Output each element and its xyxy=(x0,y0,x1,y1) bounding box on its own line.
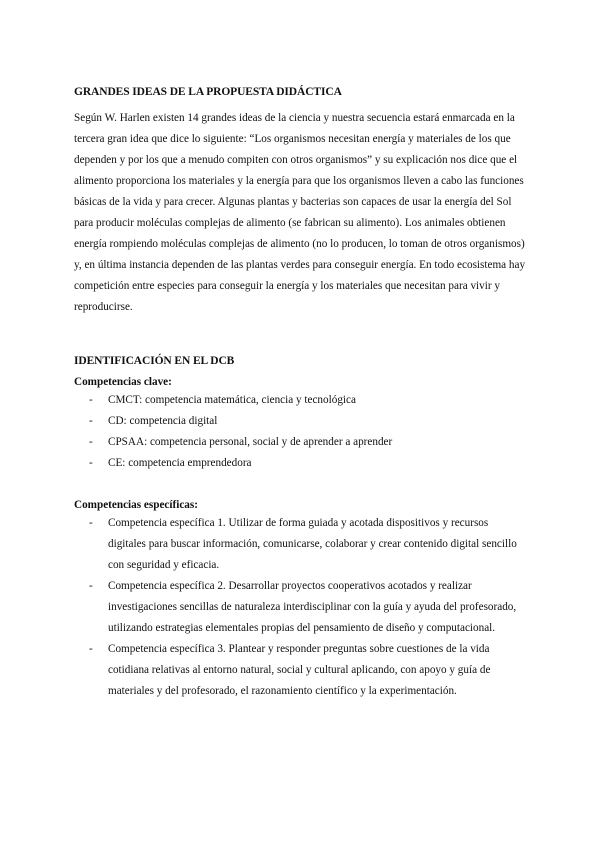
list-item xyxy=(74,411,526,432)
specific-competences-heading: Competencias específicas: xyxy=(74,499,198,511)
specific-competences-list xyxy=(74,513,526,702)
dash-bullet: - xyxy=(89,580,93,592)
big-ideas-paragraph: Según W. Harlen existen 14 grandes ideas de la ciencia y nuestra secuencia estará enmarcada en la tercera gran idea que dice lo siguiente: “Los organismos necesitan energía y materiales de los que dependen y por los que a menudo compiten con otros organismos” y su explicación nos dice que el alimento proporciona los materiales y la energía para que los organismos lleven a cabo las funciones básicas de la vida y para crecer. Algunas plantas y bacterias son capaces de usar la energía del Sol para producir moléculas complejas de alimento (se fabrican su alimento). Los animales obtienen energía rompiendo moléculas complejas de alimento (no lo producen, lo toman de otros organismos) y, en última instancia dependen de las plantas verdes para conseguir energía. En todo ecosistema hay competición entre especies para conseguir la energía y los materiales que necesitan para vivir y reproducirse. xyxy=(74,112,526,313)
key-competences-list xyxy=(74,390,526,474)
key-competences-heading: Competencias clave: xyxy=(74,376,172,388)
list-item xyxy=(74,576,526,639)
list-item-text: CD: competencia digital xyxy=(108,415,218,427)
list-item xyxy=(74,639,526,702)
dcb-heading: IDENTIFICACIÓN EN EL DCB xyxy=(74,355,235,367)
list-item xyxy=(74,432,526,453)
list-item-text: CMCT: competencia matemática, ciencia y tecnológica xyxy=(108,394,356,406)
list-item xyxy=(74,390,526,411)
dash-bullet: - xyxy=(89,517,93,529)
list-item-text: Competencia específica 1. Utilizar de forma guiada y acotada dispositivos y recursos digitales para buscar información, comunicarse, colaborar y crear contenido digital sencillo con seguridad y eficacia. xyxy=(108,517,517,571)
list-item-text: Competencia específica 3. Plantear y responder preguntas sobre cuestiones de la vida cotidiana relativas al entorno natural, social y cultural aplicando, con apoyo y guía de materiales y del profesorado, el razonamiento científico y la experimentación. xyxy=(108,643,491,697)
dash-bullet: - xyxy=(89,436,93,448)
list-item xyxy=(74,453,526,474)
list-item-text: Competencia específica 2. Desarrollar proyectos cooperativos acotados y realizar investigaciones sencillas de naturaleza interdisciplinar con la guía y ayuda del profesorado, utilizando estrategias elementales propias del pensamiento de diseño y computacional. xyxy=(108,580,517,634)
list-item-text: CPSAA: competencia personal, social y de aprender a aprender xyxy=(108,436,393,448)
dash-bullet: - xyxy=(89,415,93,427)
list-item xyxy=(74,513,526,576)
document-page xyxy=(74,86,526,702)
list-item-text: CE: competencia emprendedora xyxy=(108,457,252,469)
dash-bullet: - xyxy=(89,643,93,655)
big-ideas-heading: GRANDES IDEAS DE LA PROPUESTA DIDÁCTICA xyxy=(74,86,342,98)
dash-bullet: - xyxy=(89,457,93,469)
dash-bullet: - xyxy=(89,394,93,406)
